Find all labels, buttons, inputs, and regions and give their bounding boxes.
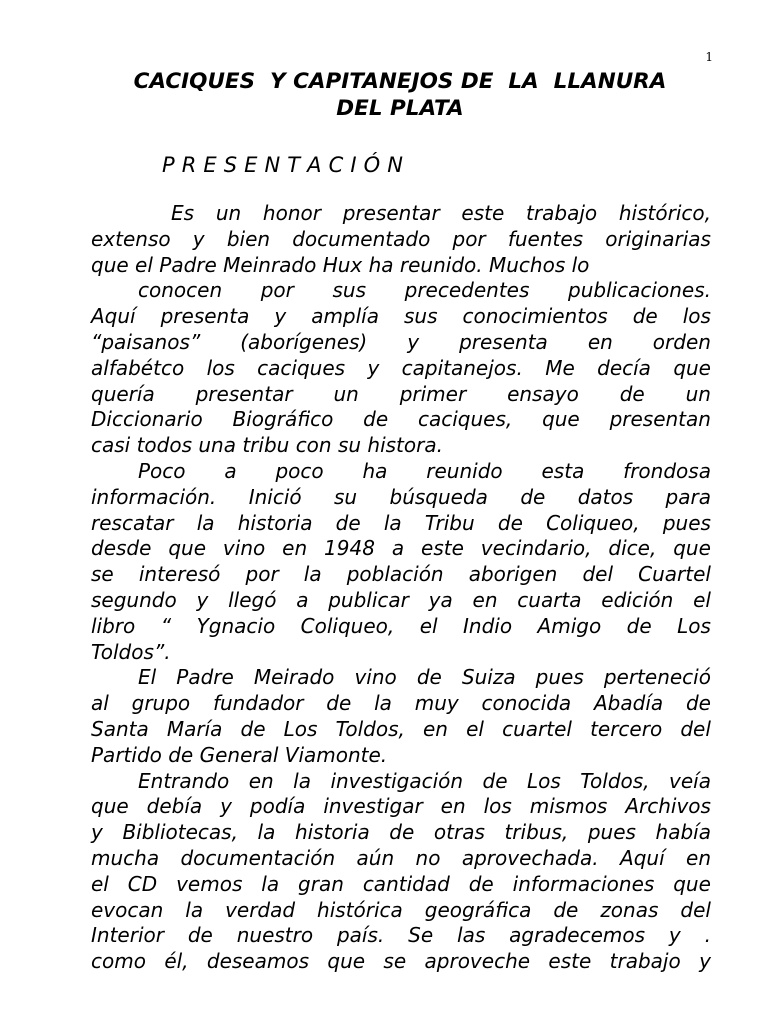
- body-word: Ygnacio: [196, 613, 276, 638]
- body-word: decía: [597, 355, 651, 380]
- body-word: historia: [237, 510, 313, 535]
- body-line: [91, 511, 711, 537]
- body-word: por: [260, 278, 294, 303]
- body-word: rescatar: [91, 510, 174, 535]
- body-word: los: [206, 355, 235, 380]
- body-word: capitanejos.: [401, 355, 523, 380]
- body-word: investigación: [330, 768, 464, 793]
- body-text: [91, 201, 711, 975]
- body-line: que el Padre Meinrado Hux ha reunido. Muchos lo: [91, 252, 590, 277]
- body-word: información.: [91, 484, 217, 509]
- body-line: [91, 536, 711, 562]
- body-word: nuestro: [236, 923, 314, 948]
- body-line: [91, 278, 711, 304]
- body-word: dice,: [608, 536, 657, 561]
- body-word: que: [542, 407, 580, 432]
- body-word: vino: [222, 536, 266, 561]
- body-word: y: [367, 355, 380, 380]
- body-word: Interior: [91, 923, 164, 948]
- body-word: aún: [356, 845, 395, 870]
- body-word: bien: [226, 226, 271, 251]
- body-word: este: [421, 536, 464, 561]
- body-word: tercero: [590, 716, 663, 741]
- body-word: Inició: [248, 484, 302, 509]
- body-word: aproveche: [424, 949, 531, 974]
- body-word: .: [704, 923, 711, 948]
- body-word: Abadía: [594, 691, 664, 716]
- body-word: él,: [164, 949, 189, 974]
- body-word: amplía: [311, 304, 379, 329]
- body-word: cuarta: [517, 587, 582, 612]
- body-word: libro: [91, 613, 136, 638]
- body-word: Biográfico: [232, 407, 334, 432]
- body-word: Los: [527, 768, 561, 793]
- body-line: [91, 717, 711, 743]
- body-word: Diccionario: [91, 407, 203, 432]
- body-word: de: [326, 691, 352, 716]
- body-word: publicar: [328, 587, 409, 612]
- body-line: [91, 820, 711, 846]
- body-word: Archivos: [625, 794, 711, 819]
- body-word: 1948: [324, 536, 375, 561]
- body-word: no: [415, 845, 441, 870]
- body-word: este: [548, 949, 592, 974]
- body-line: [91, 923, 711, 949]
- body-word: y: [274, 304, 287, 329]
- body-word: publicaciones.: [568, 278, 711, 303]
- body-word: grupo: [131, 691, 191, 716]
- body-word: fundador: [212, 691, 304, 716]
- body-word: presentar: [195, 381, 293, 406]
- body-word: documentado: [292, 226, 431, 251]
- body-word: caciques,: [417, 407, 513, 432]
- body-line: [91, 949, 711, 975]
- body-word: de: [363, 407, 389, 432]
- body-word: alfabétco: [91, 355, 185, 380]
- body-word: mucha: [91, 845, 160, 870]
- body-word: a: [224, 458, 237, 483]
- body-word: investigar: [323, 794, 423, 819]
- body-word: Es: [171, 201, 195, 225]
- body-line: [91, 201, 711, 227]
- body-word: el: [91, 871, 109, 896]
- body-line: [91, 227, 711, 253]
- body-word: y: [668, 923, 681, 948]
- body-word: sus: [332, 278, 367, 303]
- body-word: Aquí: [91, 304, 136, 329]
- body-word: El: [138, 665, 157, 690]
- body-word: orden: [652, 329, 711, 354]
- body-word: los: [682, 304, 711, 329]
- body-word: de: [482, 768, 508, 793]
- body-word: Padre: [176, 665, 234, 690]
- body-word: un: [333, 381, 359, 406]
- body-word: conocen: [138, 278, 223, 303]
- body-line: [91, 898, 711, 924]
- body-word: verdad: [225, 897, 296, 922]
- body-word: en: [248, 768, 274, 793]
- body-word: Indio: [463, 613, 513, 638]
- body-word: fuentes: [507, 226, 584, 251]
- body-word: para: [665, 484, 711, 509]
- body-word: caciques: [257, 355, 346, 380]
- body-word: Aquí: [620, 845, 665, 870]
- body-word: originarias: [605, 226, 711, 251]
- body-word: de: [468, 871, 494, 896]
- body-word: geográfica: [424, 897, 532, 922]
- body-word: que: [327, 949, 366, 974]
- body-word: “paisanos”: [91, 329, 201, 354]
- body-word: presentar: [342, 201, 440, 225]
- body-word: de: [553, 897, 579, 922]
- body-word: tribus,: [504, 820, 569, 845]
- body-word: de: [520, 484, 546, 509]
- body-word: ya: [428, 587, 453, 612]
- body-word: y: [699, 949, 711, 974]
- body-word: Tribu: [424, 510, 475, 535]
- page-number: 1: [705, 50, 713, 64]
- body-word: y: [192, 226, 205, 251]
- body-word: segundo: [91, 587, 177, 612]
- body-word: trabajo: [609, 949, 681, 974]
- body-word: del: [582, 562, 614, 587]
- body-word: por: [245, 562, 279, 587]
- body-word: Santa: [91, 716, 149, 741]
- body-line: casi todos una tribu con su histora.: [91, 433, 443, 458]
- body-word: deseamos: [206, 949, 310, 974]
- body-word: vino: [354, 665, 397, 690]
- body-word: podía: [249, 794, 306, 819]
- body-word: vemos: [176, 871, 243, 896]
- body-word: a: [296, 587, 309, 612]
- body-word: sus: [404, 304, 438, 329]
- body-word: presentan: [609, 407, 711, 432]
- section-heading: P R E S E N T A C I Ó N: [162, 153, 404, 177]
- body-word: Cuartel: [638, 562, 711, 587]
- body-word: en: [440, 794, 466, 819]
- body-word: la: [293, 768, 311, 793]
- body-line: [91, 304, 711, 330]
- body-word: su: [334, 484, 358, 509]
- body-word: Toldos,: [580, 768, 650, 793]
- body-word: de: [497, 510, 523, 535]
- body-word: del: [680, 897, 711, 922]
- body-word: cantidad: [362, 871, 450, 896]
- body-line: [91, 382, 711, 408]
- body-line: [91, 872, 711, 898]
- body-line: [91, 769, 711, 795]
- body-word: pues: [662, 510, 711, 535]
- body-word: que: [673, 355, 711, 380]
- body-word: mismos: [529, 794, 608, 819]
- body-word: perteneció: [603, 665, 711, 690]
- body-word: el: [466, 716, 484, 741]
- body-word: y: [407, 329, 420, 354]
- body-word: histórica: [317, 897, 403, 922]
- body-word: y: [91, 820, 103, 845]
- body-line: [91, 356, 711, 382]
- body-word: agradecemos: [509, 923, 646, 948]
- body-word: historia: [294, 820, 370, 845]
- body-word: Poco: [138, 458, 186, 483]
- body-word: pues: [587, 820, 636, 845]
- body-line: [91, 588, 711, 614]
- body-line: Toldos”.: [91, 639, 171, 664]
- body-word: un: [215, 201, 242, 225]
- body-word: de: [389, 820, 415, 845]
- body-word: la: [374, 691, 392, 716]
- body-word: honor: [262, 201, 321, 225]
- body-word: aprovechada.: [461, 845, 599, 870]
- body-line: [91, 330, 711, 356]
- body-word: reunido: [426, 458, 503, 483]
- body-word: en: [422, 716, 448, 741]
- body-word: (aborígenes): [240, 329, 368, 354]
- body-word: Los: [283, 716, 318, 741]
- body-word: quería: [91, 381, 155, 406]
- body-word: las: [457, 923, 486, 948]
- body-word: muy: [414, 691, 459, 716]
- body-word: y: [220, 794, 232, 819]
- body-word: frondosa: [623, 458, 711, 483]
- body-word: al: [91, 691, 109, 716]
- body-word: a: [391, 536, 405, 561]
- body-word: desde: [91, 536, 152, 561]
- body-word: y: [196, 587, 209, 612]
- body-word: ha: [362, 458, 388, 483]
- body-word: Coliqueo,: [300, 613, 395, 638]
- body-word: otras: [433, 820, 485, 845]
- body-word: país.: [336, 923, 385, 948]
- body-line: [91, 846, 711, 872]
- body-word: en: [282, 536, 308, 561]
- body-word: como: [91, 949, 146, 974]
- body-word: este: [461, 201, 505, 225]
- body-word: informaciones: [512, 871, 655, 896]
- body-word: trabajo: [526, 201, 598, 225]
- body-word: Amigo: [537, 613, 602, 638]
- body-word: debía: [146, 794, 203, 819]
- body-word: ensayo: [507, 381, 579, 406]
- body-word: que: [673, 871, 711, 896]
- body-word: edición: [601, 587, 674, 612]
- body-word: había: [655, 820, 711, 845]
- body-word: de: [187, 923, 213, 948]
- body-line: Partido de General Viamonte.: [91, 742, 388, 767]
- body-word: extenso: [91, 226, 171, 251]
- body-word: la: [196, 510, 215, 535]
- body-word: Bibliotecas,: [122, 820, 238, 845]
- body-word: veía: [669, 768, 711, 793]
- body-word: la: [261, 871, 280, 896]
- body-word: zonas: [600, 897, 659, 922]
- body-word: presenta: [160, 304, 250, 329]
- body-word: del: [680, 716, 711, 741]
- body-word: de: [619, 381, 645, 406]
- body-word: documentación: [180, 845, 336, 870]
- body-word: Meirado: [253, 665, 335, 690]
- body-word: de: [685, 691, 711, 716]
- body-word: en: [587, 329, 613, 354]
- body-word: precedentes: [404, 278, 530, 303]
- body-word: de: [335, 510, 361, 535]
- body-word: María: [166, 716, 223, 741]
- body-line: [91, 665, 711, 691]
- body-word: esta: [541, 458, 585, 483]
- body-line: [91, 691, 711, 717]
- body-line: [91, 614, 711, 640]
- body-word: de: [240, 716, 266, 741]
- body-word: datos: [577, 484, 634, 509]
- body-word: evocan: [91, 897, 164, 922]
- body-word: Coliqueo,: [546, 510, 640, 535]
- body-word: el: [693, 587, 711, 612]
- body-word: se: [91, 562, 114, 587]
- body-line: [91, 485, 711, 511]
- body-word: un: [685, 381, 711, 406]
- body-word: aborigen: [468, 562, 558, 587]
- body-word: Se: [408, 923, 434, 948]
- body-line: [91, 407, 711, 433]
- body-word: Me: [545, 355, 575, 380]
- body-word: conocimientos: [462, 304, 608, 329]
- body-word: histórico,: [618, 201, 711, 225]
- body-word: que: [673, 536, 711, 561]
- body-word: la: [383, 510, 402, 535]
- body-word: en: [686, 845, 711, 870]
- body-word: que: [168, 536, 207, 561]
- body-word: búsqueda: [389, 484, 488, 509]
- body-word: conocida: [481, 691, 572, 716]
- body-word: el: [419, 613, 438, 638]
- body-word: de: [416, 665, 442, 690]
- body-word: cuartel: [502, 716, 572, 741]
- body-word: la: [303, 562, 322, 587]
- body-word: llegó: [228, 587, 277, 612]
- body-word: Entrando: [138, 768, 230, 793]
- body-line: [91, 459, 711, 485]
- body-word: de: [632, 304, 658, 329]
- body-word: vecindario,: [480, 536, 592, 561]
- body-word: la: [185, 897, 204, 922]
- body-word: de: [626, 613, 652, 638]
- body-word: presenta: [459, 329, 548, 354]
- body-word: se: [383, 949, 407, 974]
- body-word: por: [452, 226, 486, 251]
- body-word: que: [91, 794, 129, 819]
- body-word: “: [160, 613, 172, 638]
- body-word: Toldos,: [335, 716, 405, 741]
- body-word: Suiza: [461, 665, 516, 690]
- body-word: pues: [535, 665, 584, 690]
- body-word: los: [483, 794, 512, 819]
- body-word: la: [257, 820, 276, 845]
- body-word: poco: [275, 458, 324, 483]
- body-word: Los: [677, 613, 711, 638]
- body-word: primer: [399, 381, 467, 406]
- body-word: población: [346, 562, 444, 587]
- document-title: CACIQUES Y CAPITANEJOS DE LA LLANURA DEL PLATA: [133, 69, 667, 121]
- body-word: en: [472, 587, 498, 612]
- body-line: [91, 794, 711, 820]
- body-word: gran: [298, 871, 344, 896]
- body-line: [91, 562, 711, 588]
- body-word: interesó: [138, 562, 221, 587]
- body-word: CD: [127, 871, 158, 896]
